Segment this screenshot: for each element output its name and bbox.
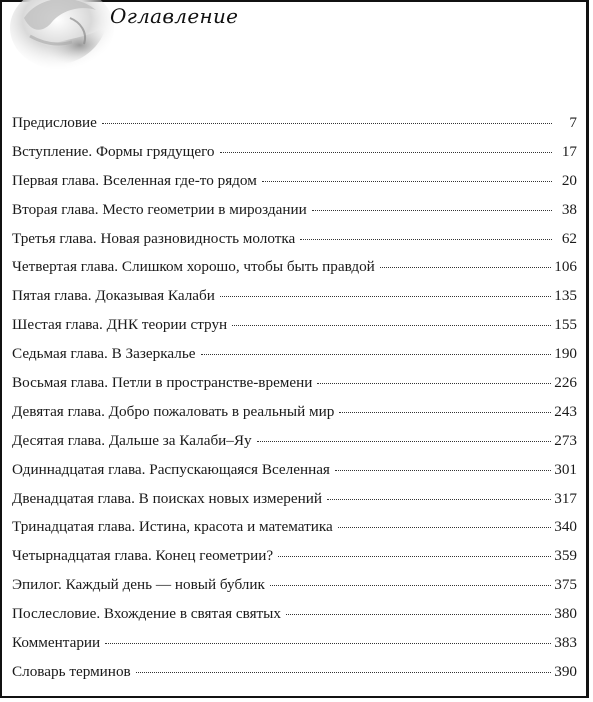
toc-entry-page-number: 243 [554,402,577,420]
toc-entry [12,345,577,374]
toc-entry-page-number: 7 [569,114,577,131]
toc-entry [12,663,577,692]
toc-entry [12,432,577,461]
dot-leader [312,210,552,211]
toc-entry-title: Седьмая глава. В Зазеркалье [12,345,196,363]
toc-entry-title: Десятая глава. Дальше за Калаби–Яу [12,431,252,449]
toc-entry-page-number: 317 [554,489,577,507]
dot-leader [317,383,551,384]
table-of-contents [12,114,577,692]
dot-leader [286,614,551,615]
toc-entry-title: Одиннадцатая глава. Распускающаяся Вселенная [12,460,330,478]
toc-entry-page-number: 340 [554,518,577,536]
toc-entry-page-number: 380 [554,605,577,623]
toc-entry-title: Эпилог. Каждый день — новый бублик [12,576,265,594]
toc-entry [12,518,577,547]
toc-entry [12,172,577,201]
toc-entry [12,316,577,345]
toc-entry-page-number: 375 [554,576,577,594]
toc-entry-title: Первая глава. Вселенная где-то рядом [12,171,257,189]
toc-entry-page-number: 106 [554,258,577,276]
toc-entry-page-number: 273 [554,431,577,449]
toc-entry [12,258,577,287]
toc-entry-title: Тринадцатая глава. Истина, красота и математика [12,518,333,536]
toc-entry-title: Словарь терминов [12,662,131,680]
dot-leader [201,354,552,355]
toc-entry [12,114,577,143]
toc-entry-page-number: 226 [554,374,577,392]
toc-entry-title: Комментарии [12,634,101,652]
toc-entry [12,576,577,605]
toc-entry-page-number: 301 [554,460,577,478]
toc-entry-title: Двенадцатая глава. В поисках новых измерений [12,489,322,507]
toc-entry-title: Предисловие [12,114,97,131]
toc-entry-title: Послесловие. Вхождение в святая святых [12,605,281,623]
toc-entry [12,403,577,432]
toc-entry-page-number: 135 [554,287,577,305]
dot-leader [105,643,551,644]
dot-leader [338,527,551,528]
toc-entry [12,547,577,576]
toc-entry-title: Шестая глава. ДНК теории струн [12,316,228,334]
toc-entry-title: Восьмая глава. Петли в пространстве-времени [12,374,313,392]
toc-entry-page-number: 38 [561,200,577,218]
toc-entry-page-number: 383 [554,634,577,652]
dot-leader [327,499,551,500]
toc-entry [12,605,577,634]
toc-entry-page-number: 17 [561,142,577,160]
dot-leader [335,470,551,471]
toc-entry-page-number: 62 [561,229,577,247]
toc-entry-title: Вторая глава. Место геометрии в мироздании [12,200,307,218]
dot-leader [136,672,552,673]
toc-entry [12,230,577,259]
toc-entry [12,287,577,316]
toc-entry-title: Третья глава. Новая разновидность молотка [12,229,296,247]
dot-leader [220,152,552,153]
toc-entry [12,490,577,519]
dot-leader [339,412,551,413]
toc-entry [12,201,577,230]
toc-entry-title: Четырнадцатая глава. Конец геометрии? [12,547,274,565]
toc-entry-page-number: 390 [554,662,577,680]
dot-leader [262,181,552,182]
toc-entry-title: Четвертая глава. Слишком хорошо, чтобы быть правдой [12,258,375,276]
dot-leader [257,441,552,442]
page-header [2,2,586,82]
toc-entry-title: Девятая глава. Добро пожаловать в реальный мир [12,402,335,420]
toc-entry-title: Вступление. Формы грядущего [12,142,215,160]
toc-entry [12,143,577,172]
toc-entry [12,634,577,663]
dot-leader [278,556,551,557]
dot-leader [300,239,552,240]
toc-entry-page-number: 190 [554,345,577,363]
dot-leader [220,296,551,297]
toc-entry-page-number: 155 [554,316,577,334]
toc-entry-page-number: 20 [561,171,577,189]
toc-entry-title: Пятая глава. Доказывая Калаби [12,287,215,305]
toc-entry-page-number: 359 [554,547,577,565]
dot-leader [270,585,551,586]
dot-leader [380,267,551,268]
page-title: Оглавление [110,4,239,28]
dot-leader [232,325,551,326]
toc-entry [12,461,577,490]
toc-entry [12,374,577,403]
dot-leader [102,123,552,124]
